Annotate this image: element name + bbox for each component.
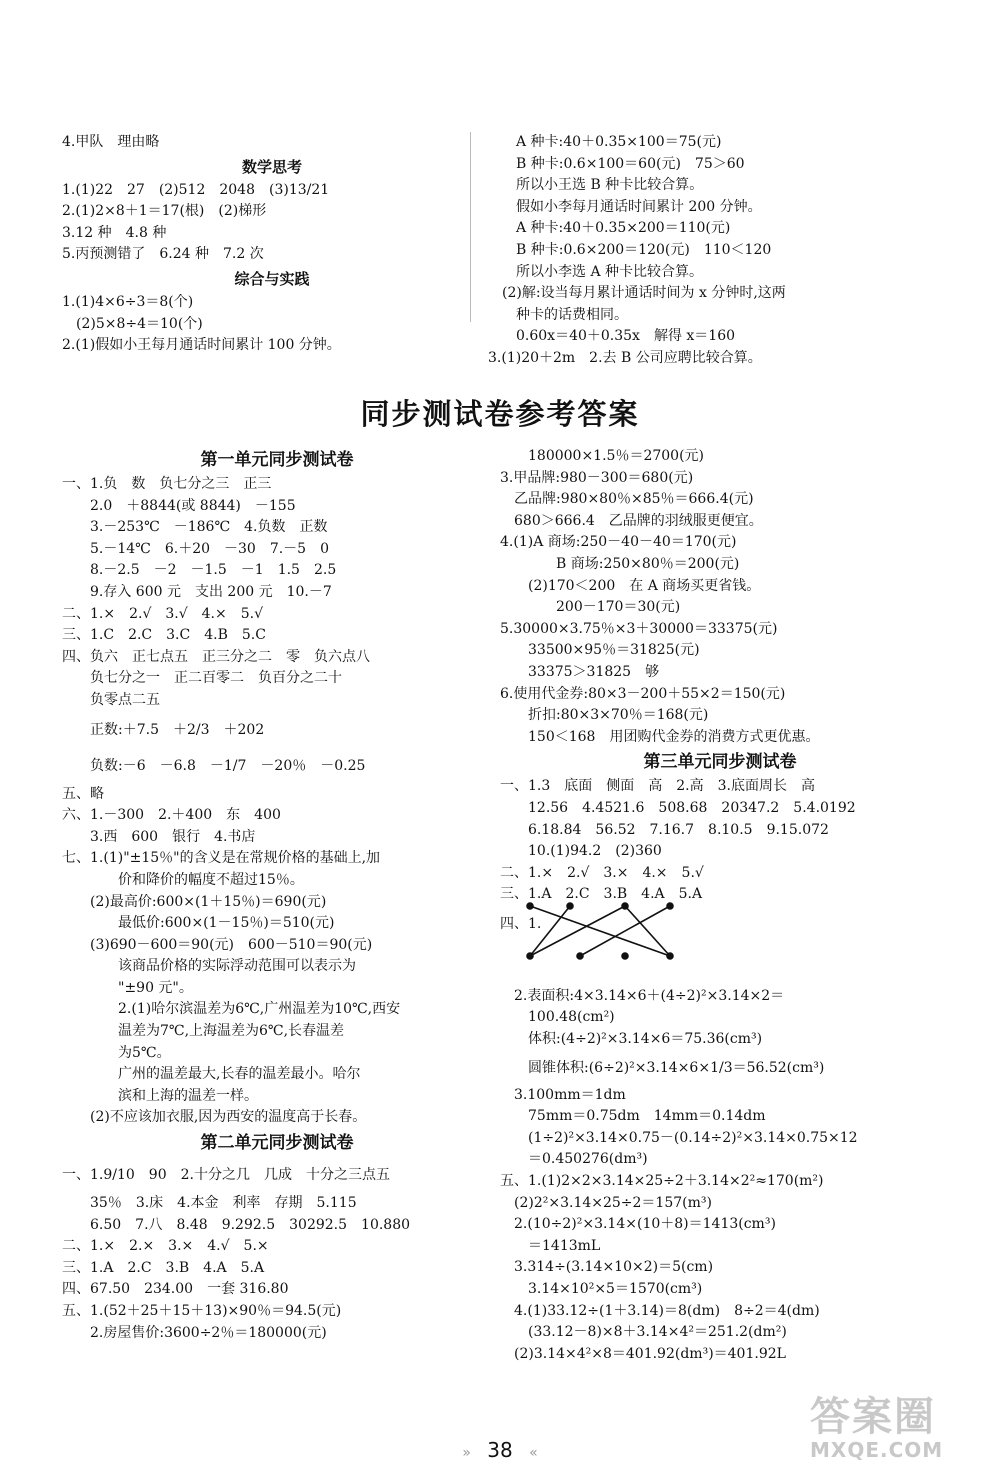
answer-line: 33375＞31825 够 [528,663,660,680]
answer-line: (3)690－600＝90(元) 600－510＝90(元) [90,936,373,953]
answer-line: 5.－14℃ 6.＋20 －30 7.－5 0 [90,540,329,557]
top-right-column [488,132,938,370]
answer-line: 100.48(cm²) [528,1009,615,1026]
answer-line: B 种卡:0.6×200＝120(元) 110＜120 [516,241,772,258]
answer-line: 2.(10÷2)²×3.14×(10＋8)＝1413(cm³) [514,1216,776,1233]
column-divider [470,132,471,322]
answer-line: 二、1.× 2.× 3.× 4.√ 5.× [62,1238,269,1255]
answer-line: (2)2²×3.14×25÷2＝157(m³) [514,1194,712,1211]
answer-line: 2.房屋售价:3600÷2％＝180000(元) [90,1324,327,1341]
answer-line: 4.(1)A 商场:250－40－40＝170(元) [500,534,737,551]
answer-line: (2)3.14×4²×8＝401.92(dm³)＝401.92L [514,1345,786,1362]
answer-line: 种卡的话费相同。 [516,306,628,323]
answer-line: A 种卡:40＋0.35×200＝110(元) [516,220,731,237]
page-marker-right: « [529,1445,538,1461]
answer-line: (1÷2)²×3.14×0.75－(0.14÷2)²×3.14×0.75×12 [528,1129,858,1146]
answer-line: "±90 元"。 [118,979,193,996]
answer-line: ＝1413mL [528,1237,601,1254]
answer-line: (2)解:设当每月累计通话时间为 x 分钟时,这两 [502,285,786,302]
answer-line: 假如小李每月通话时间累计 200 分钟。 [516,198,762,215]
answer-line: 负数:－6 －6.8 －1/7 －20％ －0.25 [90,757,366,774]
answer-line: 4.甲队 理由略 [62,134,160,150]
answer-line: 2.(1)2×8＋1＝17(根) (2)梯形 [62,203,267,220]
answer-line: 体积:(4÷2)²×3.14×6＝75.36(cm³) [528,1031,763,1048]
bottom-left-column [62,446,492,1344]
answer-line: 最低价:600×(1－15％)＝510(元) [118,915,335,932]
answer-line: B 种卡:0.6×100＝60(元) 75＞60 [516,155,745,172]
answer-line: 2.(1)假如小王每月通话时间累计 100 分钟。 [62,337,341,354]
answer-line: 150＜168 用团购代金券的消费方式更优惠。 [528,728,820,745]
unit1-title: 第一单元同步测试卷 [200,450,354,470]
answer-line: 3.－253℃ －186℃ 4.负数 正数 [90,519,328,536]
answer-line: 6.50 7.八 8.48 9.292.5 30292.5 10.880 [90,1216,411,1233]
answer-line: 3.(1)20＋2m 2.去 B 公司应聘比较合算。 [488,349,762,366]
page-marker-left: » [462,1445,471,1461]
page-number-value: 38 [487,1438,513,1462]
answer-line: B 商场:250×80％＝200(元) [556,555,740,572]
answer-line: 3.甲品牌:980－300＝680(元) [500,469,694,486]
answer-line: 圆锥体积:(6÷2)²×3.14×6×1/3＝56.52(cm³) [528,1059,825,1076]
answer-line: 2.表面积:4×3.14×6＋(4÷2)²×3.14×2＝ [514,987,785,1004]
answer-line: A 种卡:40＋0.35×100＝75(元) [516,134,722,150]
answer-line: 负零点二五 [90,691,160,708]
section-heading-math-thinking: 数学思考 [241,157,302,176]
answer-line: 五、1.(52＋25＋15＋13)×90％＝94.5(元) [62,1303,342,1319]
answer-line: 四、负六 正七点五 正三分之二 零 负六点八 [62,648,370,665]
answer-line: 5.丙预测错了 6.24 种 7.2 次 [62,246,264,263]
answer-line: 680＞666.4 乙品牌的羽绒服更便宜。 [514,512,763,529]
answer-line: (33.12－8)×8＋3.14×4²＝251.2(dm²) [528,1324,787,1341]
answer-line: 六、1.－300 2.＋400 东 400 [62,807,281,824]
answer-line: 乙品牌:980×80％×85％＝666.4(元) [514,491,754,508]
answer-line: 33500×95％＝31825(元) [528,642,700,659]
unit3-title: 第三单元同步测试卷 [643,752,797,773]
watermark-logo [810,1395,990,1465]
answer-line: 负七分之一 正二百零二 负百分之二十 [90,670,342,687]
answer-line: 温差为7℃,上海温差为6℃,长春温差 [118,1023,345,1040]
answer-line: 该商品价格的实际浮动范围可以表示为 [118,958,356,975]
unit2-title: 第二单元同步测试卷 [200,1133,354,1154]
answer-line: (2)不应该加衣服,因为西安的温度高于长春。 [90,1109,367,1126]
answer-line: 五、1.(1)2×2×3.14×25÷2＋3.14×2²≈170(m²) [500,1173,824,1190]
answer-line: 8.－2.5 －2 －1.5 －1 1.5 2.5 [90,562,337,579]
answer-line: 三、1.A 2.C 3.B 4.A 5.A [62,1259,265,1276]
answer-line: 所以小王选 B 种卡比较合算。 [516,177,704,194]
answer-line: 3.西 600 银行 4.书店 [90,828,256,845]
section-heading-practice: 综合与实践 [234,269,310,288]
answer-line: 二、1.× 2.√ 3.√ 4.× 5.√ [62,605,264,622]
answer-line: 价和降价的幅度不超过15％。 [118,871,304,888]
answer-line: 35％ 3.床 4.本金 利率 存期 5.115 [90,1195,357,1212]
answer-line: ＝0.450276(dm³) [528,1151,648,1168]
answer-line: 一、1.3 底面 侧面 高 2.高 3.底面周长 高 [500,778,815,795]
answer-line: 1.(1)22 27 (2)512 2048 (3)13/21 [62,181,330,198]
answer-line: 一、1.9/10 90 2.十分之几 几成 十分之三点五 [62,1167,390,1184]
answer-line: 3.100mm＝1dm [514,1086,626,1103]
answer-line: 5.30000×3.75％×3＋30000＝33375(元) [500,620,778,637]
answer-line: 12.56 4.4521.6 508.68 20347.2 5.4.0192 [528,799,856,816]
answer-line: (2)5×8÷4＝10(个) [62,315,203,332]
answer-line: 10.(1)94.2 (2)360 [528,843,662,860]
answer-line: 三、1.C 2.C 3.C 4.B 5.C [62,627,266,644]
answer-line: 四、67.50 234.00 一套 316.80 [62,1281,289,1298]
answer-line: 正数:＋7.5 ＋2/3 ＋202 [90,721,265,738]
answer-line: 一、1.负 数 负七分之三 正三 [62,476,272,492]
answer-line: 折扣:80×3×70％＝168(元) [528,707,709,724]
answer-line: 3.14×10²×5＝1570(cm³) [528,1281,703,1297]
answer-line: 二、1.× 2.√ 3.× 4.× 5.√ [500,864,704,881]
answer-line: 3.12 种 4.8 种 [62,224,167,241]
answer-line: 4.(1)33.12÷(1＋3.14)＝8(dm) 8÷2＝4(dm) [514,1302,820,1319]
answer-line: 9.存入 600 元 支出 200 元 10.－7 [90,583,332,600]
answer-line: 75mm＝0.75dm 14mm＝0.14dm [528,1108,766,1125]
answer-line: 180000×1.5％＝2700(元) [528,448,704,464]
main-title: 同步测试卷参考答案 [360,397,640,431]
answer-line: 2.(1)哈尔滨温差为6℃,广州温差为10℃,西安 [118,1001,401,1018]
answer-line: 2.0 ＋8844(或 8844) －155 [90,497,296,514]
watermark-line2: MXQE.COM [810,1438,944,1462]
answer-line: 三、1.A 2.C 3.B 4.A 5.A [500,886,703,903]
answer-line: 四、1. [500,915,542,932]
answer-line: 为5℃。 [118,1044,171,1061]
answer-line: (2)最高价:600×(1＋15％)＝690(元) [90,893,327,910]
answer-line: 五、略 [62,785,104,802]
top-left-column [62,132,482,357]
answer-line: 200－170＝30(元) [556,599,681,616]
answer-line: 所以小李选 A 种卡比较合算。 [516,263,704,280]
answer-line: 广州的温差最大,长春的温差最小。哈尔 [118,1066,361,1083]
answer-line: 6.18.84 56.52 7.16.7 8.10.5 9.15.072 [528,821,829,838]
answer-line: 1.(1)4×6÷3＝8(个) [62,293,194,310]
watermark-line1: 答案圈 [810,1394,936,1440]
matching-lines-diagram [520,898,700,968]
answer-line: 6.使用代金券:80×3－200＋55×2＝150(元) [500,685,786,702]
answer-line: 滨和上海的温差一样。 [118,1087,258,1104]
answer-line: 3.314÷(3.14×10×2)＝5(cm) [514,1259,714,1276]
answer-line: 七、1.(1)"±15％"的含义是在常规价格的基础上,加 [62,850,381,867]
answer-line: 0.60x＝40＋0.35x 解得 x＝160 [516,328,736,345]
answer-line: (2)170＜200 在 A 商场买更省钱。 [528,577,761,594]
